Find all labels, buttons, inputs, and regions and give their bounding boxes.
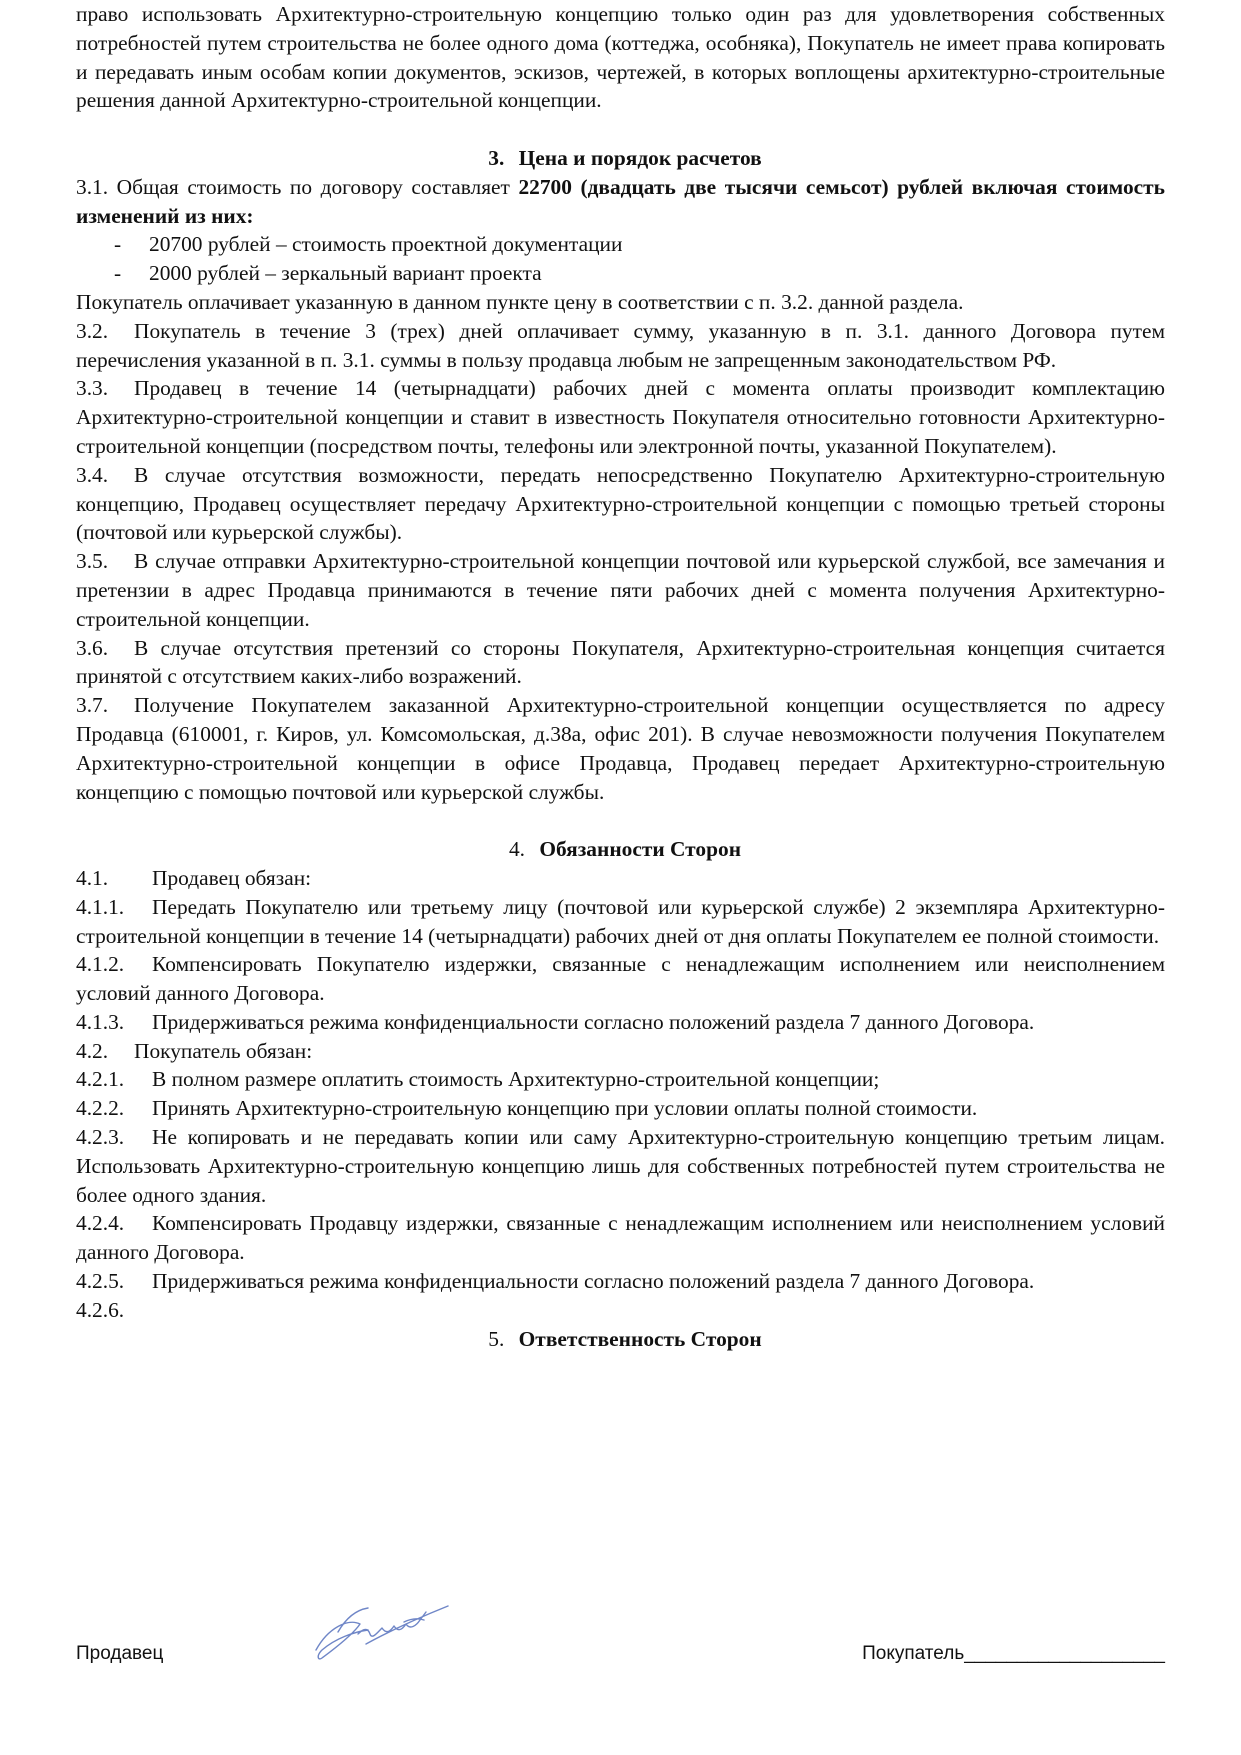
document-body (76, 0, 1165, 1353)
clause-number: 4.1. (76, 865, 109, 890)
clause-3-1-number: 3.1. (76, 174, 109, 199)
clause-text: Не копировать и не передавать копии или саму Архитектурно-строительную концепцию третьим лицам. Использовать Архитектурно-строительную концепцию лишь для собственных потребностей путем строительства не более одного здания. (76, 1125, 1165, 1207)
clause-number: 4.2.4. (76, 1211, 125, 1236)
clause-4-2-1 (76, 1065, 1165, 1094)
clause-4-2-5 (76, 1267, 1165, 1296)
clause-text: В случае отсутствия претензий со стороны Покупателя, Архитектурно-строительная концепция считается принятой с отсутствием каких-либо возражений. (76, 635, 1165, 689)
clause-3-3 (76, 374, 1165, 460)
clause-3-5 (76, 547, 1165, 633)
clause-number: 4.2. (76, 1038, 109, 1063)
clause-4-1 (76, 864, 1165, 893)
clause-number: 3.4. (76, 462, 109, 487)
clause-number: 4.2.1. (76, 1067, 125, 1092)
clause-number: 3.2. (76, 318, 109, 343)
clause-4-1-3 (76, 1008, 1165, 1037)
clause-number: 4.1.1. (76, 894, 125, 919)
section-4-heading (76, 835, 1165, 864)
clause-4-2-3 (76, 1123, 1165, 1209)
clause-number: 4.2.3. (76, 1125, 125, 1150)
clause-4-2-2 (76, 1094, 1165, 1123)
clause-text: Принять Архитектурно-строительную концепцию при условии оплаты полной стоимости. (152, 1096, 978, 1121)
section-4-title: Обязанности Сторон (539, 837, 742, 862)
clause-text: Покупатель обязан: (134, 1038, 313, 1063)
clause-3-1-text: Общая стоимость по договору составляет (116, 174, 510, 199)
section-3-heading (76, 144, 1165, 173)
signature-footer (76, 1640, 1165, 1680)
clause-text: Придерживаться режима конфиденциальности согласно положений раздела 7 данного Договора. (152, 1269, 1035, 1294)
clause-4-1-1 (76, 893, 1165, 951)
clause-4-1-2 (76, 950, 1165, 1008)
clause-3-6 (76, 634, 1165, 692)
clause-3-2 (76, 317, 1165, 375)
clause-text: В случае отсутствия возможности, передать непосредственно Покупателю Архитектурно-строительную концепцию, Продавец осуществляет передачу Архитектурно-строительной концепции с помощью третьей стороны (почтовой или курьерской службы). (76, 462, 1165, 545)
clause-number: 3.6. (76, 635, 109, 660)
seller-label: Продавец (76, 1643, 164, 1664)
clause-number: 4.2.2. (76, 1096, 125, 1121)
price-breakdown-list (76, 230, 1165, 288)
list-item: - 20700 рублей – стоимость проектной документации (76, 230, 1165, 259)
list-item: - 2000 рублей – зеркальный вариант проекта (76, 259, 1165, 288)
intro-paragraph: право использовать Архитектурно-строительную концепцию только один раз для удовлетворения собственных потребностей путем строительства не более одного дома (коттеджа, особняка), Покупатель не имеет права копировать и передавать иным особам копии документов, эскизов, чертежей, в которых воплощены архитектурно-строительные решения данной Архитектурно-строительной концепции. (76, 2, 1165, 113)
clause-text: В случае отправки Архитектурно-строительной концепции почтовой или курьерской службой, все замечания и претензии в адрес Продавца принимаются в течение пяти рабочих дней с момента получения Архитектурно-строительной концепции. (76, 549, 1165, 631)
clause-text: Компенсировать Продавцу издержки, связанные с ненадлежащим исполнением или неисполнением условий данного Договора. (76, 1211, 1165, 1265)
clause-4-2-6 (76, 1296, 1165, 1325)
clause-number: 4.2.5. (76, 1269, 125, 1294)
clause-text: Продавец обязан: (152, 865, 312, 890)
payment-note: Покупатель оплачивает указанную в данном пункте цену в соответствии с п. 3.2. данной раздела. (76, 289, 964, 314)
clause-number: 4.1.3. (76, 1009, 125, 1034)
clause-number: 4.2.6. (76, 1297, 125, 1322)
section-5-title: Ответственность Сторон (518, 1326, 762, 1351)
clause-number: 4.1.2. (76, 952, 125, 977)
clause-text: Покупатель в течение 3 (трех) дней оплачивает сумму, указанную в п. 3.1. данного Договора путем перечисления указанной в п. 3.1. суммы в пользу продавца любым не запрещенным законодательством РФ. (76, 318, 1165, 372)
clause-3-4 (76, 461, 1165, 547)
clause-number: 3.3. (76, 376, 109, 401)
clause-text: Передать Покупателю или третьему лицу (почтовой или курьерской службе) 2 экземпляра Архитектурно-строительной концепции в течение 14 (четырнадцати) рабочих дней от дня оплаты Покупателем ее полной стоимости. (76, 894, 1165, 948)
clause-text: В полном размере оплатить стоимость Архитектурно-строительной концепции; (152, 1067, 880, 1092)
clause-4-2 (76, 1037, 1165, 1066)
clause-text: Компенсировать Покупателю издержки, связанные с ненадлежащим исполнением или неисполнением условий данного Договора. (76, 952, 1165, 1006)
section-5-heading (76, 1325, 1165, 1354)
clause-3-7 (76, 691, 1165, 806)
section-4-number: 4. (508, 837, 525, 862)
section-5-number: 5. (488, 1326, 505, 1351)
clause-4-2-4 (76, 1209, 1165, 1267)
clause-text: Получение Покупателем заказанной Архитектурно-строительной концепции осуществляется по адресу Продавца (610001, г. Киров, ул. Комсомольская, д.38а, офис 201). В случае невозможности получения Покупателем Архитектурно-строительной концепции в офисе Продавца, Продавец передает Архитектурно-строительную концепцию с помощью почтовой или курьерской службы. (76, 693, 1165, 804)
clause-3-1-amount: 22700 (двадцать две тысячи семьсот) рублей включая стоимость изменений из них: (76, 174, 1165, 228)
clause-text: Придерживаться режима конфиденциальности согласно положений раздела 7 данного Договора. (152, 1009, 1035, 1034)
clause-number: 3.7. (76, 693, 109, 718)
section-3-title: Цена и порядок расчетов (518, 145, 762, 170)
buyer-signature-line: Покупатель___________________ (862, 1643, 1165, 1664)
section-3-number: 3. (488, 145, 505, 170)
clause-text: Продавец в течение 14 (четырнадцати) рабочих дней с момента оплаты производит комплектацию Архитектурно-строительной концепции и ставит в известность Покупателя относительно готовности Архитектурно-строительной концепции (посредством почты, телефоны или электронной почты, указанной Покупателем). (76, 376, 1165, 458)
clause-number: 3.5. (76, 549, 109, 574)
clause-3-1 (76, 173, 1165, 231)
